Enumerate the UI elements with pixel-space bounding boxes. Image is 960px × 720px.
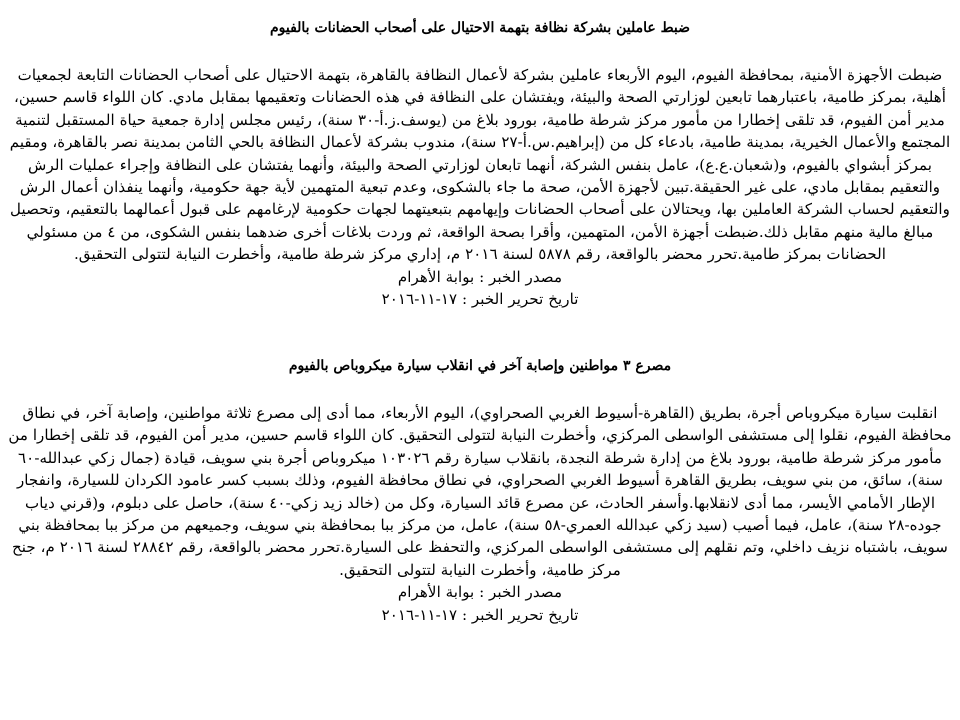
- article-headline: ضبط عاملين بشركة نظافة بتهمة الاحتيال على أصحاب الحضانات بالفيوم: [269, 20, 691, 36]
- article-source: مصدر الخبر : بوابة الأهرام: [397, 267, 563, 286]
- news-article-cleaning-company-fraud: [6, 18, 954, 310]
- article-body: ضبطت الأجهزة الأمنية، بمحافظة الفيوم، اليوم الأربعاء عاملين بشركة لأعمال النظافة بالقاهرة، بتهمة الاحتيال على أصحاب الحضانات التابعة لجمعيات أهلية، بمركز طامية، باعتبارهما تابعين لوزارتي الصحة والبيئة، ويفتشان على النظافة في هذه الحضانات وتعقيمها بمقابل مادي. كان اللواء قاسم حسين، مدير أمن الفيوم، قد تلقى إخطارا من مأمور مركز شرطة طامية، بورود بلاغ من (يوسف.ز.أ-٣٠ سنة)، رئيس مجلس إدارة جمعية حياة المستقبل لتنمية المجتمع والأعمال الخيرية، بمدينة طامية، بادعاء كل من (إبراهيم.س.أ-٢٧ سنة)، مندوب بشركة لأعمال النظافة بالحي الثامن بمدينة نصر بالقاهرة، ومقيم بمركز أبشواي بالفيوم، و(شعبان.ع.ع)، عامل بنفس الشركة، أنهما تابعان لوزارتي الصحة والبيئة، وأنهما يفتشان على النظافة وإجراء عمليات الرش والتعقيم بمقابل مادي، على غير الحقيقة.تبين لأجهزة الأمن، صحة ما جاء بالشكوى، وعدم تبعية المتهمين لأية جهة حكومية، وأنهما ينفذان أعمال الرش والتعقيم لحساب الشركة العاملين بها، ويحتالان على أصحاب الحضانات وإيهامهم بتبعيتهما لجهات حكومية لإرغامهم على قبول أعمالهما بالتعقيم، وتحصيل مبالغ مالية منهم مقابل ذلك.ضبطت أجهزة الأمن، المتهمين، وأقرا بصحة الواقعة، ثم وردت بلاغات أخرى ضدهما بنفس الشكوى، من ٤ من مسئولي الحضانات بمركز طامية.تحرر محضر بالواقعة، رقم ٥٨٧٨ لسنة ٢٠١٦ م، إداري مركز شرطة طامية، وأخطرت النيابة لتتولى التحقيق.: [9, 66, 951, 264]
- article-source: مصدر الخبر : بوابة الأهرام: [397, 583, 563, 602]
- article-body: انقلبت سيارة ميكروباص أجرة، بطريق (القاهرة-أسيوط الغربي الصحراوي)، اليوم الأربعاء، مما أدى إلى مصرع ثلاثة مواطنين، وإصابة آخر، في نطاق محافظة الفيوم، نقلوا إلى مستشفى الواسطى المركزي، وأخطرت النيابة لتتولى التحقيق. كان اللواء قاسم حسين، مدير أمن الفيوم، قد تلقى إخطارا من مأمور مركز شرطة طامية، بورود بلاغ من إدارة شرطة النجدة، بانقلاب سيارة رقم ١٠٣٠٢٦ ميكروباص أجرة بني سويف، قيادة (جمال زكي عبدالله-٦٠ سنة)، سائق، من بني سويف، بطريق القاهرة أسيوط الغربي الصحراوي، في نطاق محافظة الفيوم، وذلك بسبب كسر عامود الكردان للسيارة، وانفجار الإطار الأمامي الأيسر، مما أدى لانقلابها.وأسفر الحادث، عن مصرع قائد السيارة، وكل من (خالد زيد زكي-٤٠ سنة)، حاصل على دبلوم، و(قرني دياب جوده-٢٨ سنة)، عامل، فيما أصيب (سيد زكي عبدالله العمري-٥٨ سنة)، عامل، من مركز ببا بمحافظة بني سويف، وجميعهم من مركز ببا بمحافظة بني سويف، باشتباه نزيف داخلي، وتم نقلهم إلى مستشفى الواسطى المركزي، والتحفظ على السيارة.تحرر محضر بالواقعة، رقم ٢٨٨٤٢ لسنة ٢٠١٦ م، جنح مركز طامية، وأخطرت النيابة لتتولى التحقيق.: [8, 404, 952, 579]
- article-date: تاريخ تحرير الخبر : ١٧-١١-٢٠١٦: [381, 605, 579, 624]
- article-date: تاريخ تحرير الخبر : ١٧-١١-٢٠١٦: [381, 290, 579, 309]
- article-headline: مصرع ٣ مواطنين وإصابة آخر في انقلاب سيارة ميكروباص بالفيوم: [288, 358, 672, 374]
- news-article-microbus-accident: [6, 356, 954, 626]
